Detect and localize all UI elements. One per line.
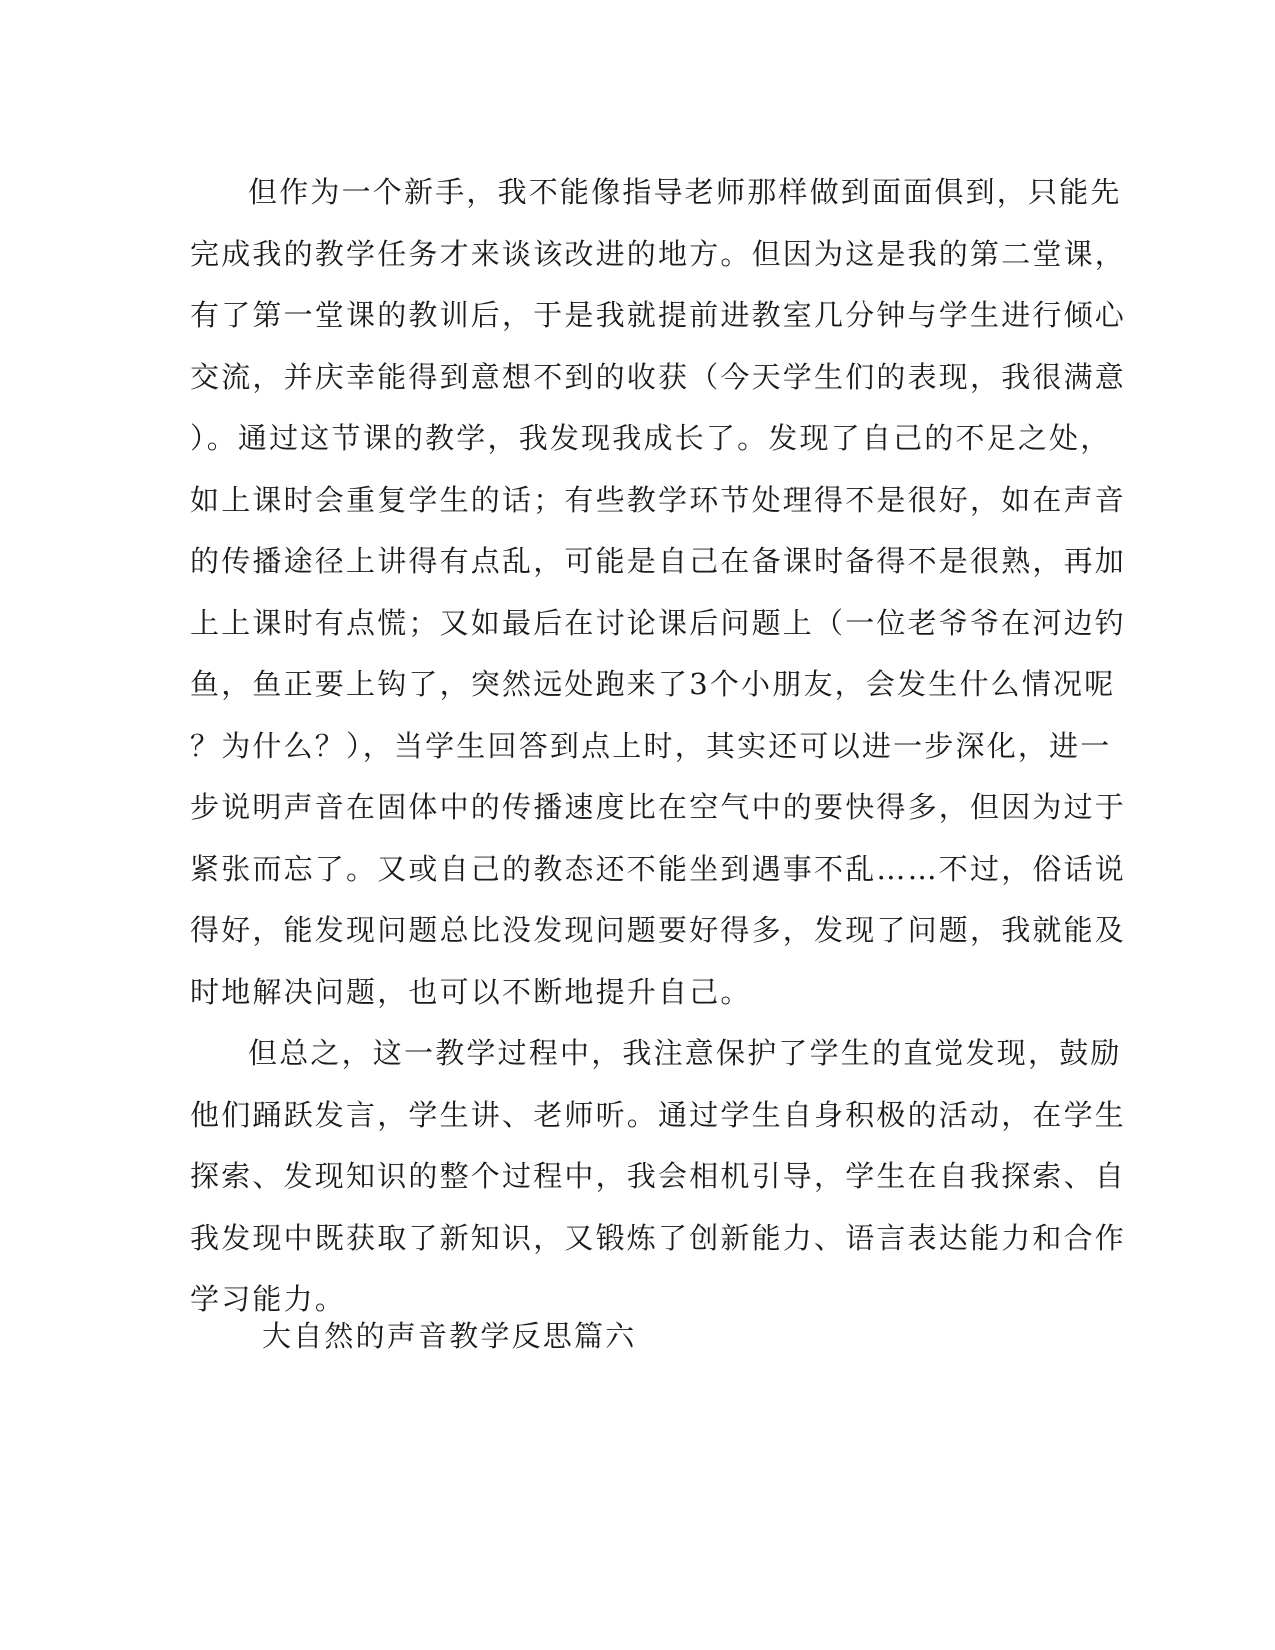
text-line: 紧张而忘了。又或自己的教态还不能坐到遇事不乱……不过，俗话说 bbox=[190, 851, 1127, 886]
text-line: ）。通过这节课的教学，我发现我成长了。发现了自己的不足之处， bbox=[190, 421, 1112, 455]
text-line: 他们踊跃发言，学生讲、老师听。通过学生自身积极的活动，在学生 bbox=[190, 1097, 1127, 1132]
section-heading: 大自然的声音教学反思篇六 bbox=[262, 1319, 637, 1353]
text-line: 但作为一个新手，我不能像指导老师那样做到面面俱到，只能先 bbox=[248, 175, 1122, 209]
text-line: 有了第一堂课的教训后，于是我就提前进教室几分钟与学生进行倾心 bbox=[190, 298, 1127, 332]
text-line: 得好，能发现问题总比没发现问题要好得多，发现了问题，我就能及 bbox=[190, 913, 1127, 947]
text-line: 探索、发现知识的整个过程中，我会相机引导，学生在自我探索、自 bbox=[190, 1159, 1127, 1193]
text-line: 的传播途径上讲得有点乱，可能是自己在备课时备得不是很熟，再加 bbox=[190, 544, 1127, 578]
text-line: 完成我的教学任务才来谈该改进的地方。但因为这是我的第二堂课， bbox=[190, 236, 1127, 271]
text-line: 交流，并庆幸能得到意想不到的收获（今天学生们的表现，我很满意 bbox=[190, 359, 1127, 394]
document-body bbox=[190, 162, 1127, 1331]
text-line: 鱼，鱼正要上钩了，突然远处跑来了3个小朋友，会发生什么情况呢 bbox=[190, 667, 1116, 701]
text-line: 学习能力。 bbox=[190, 1282, 347, 1316]
paragraph-2 bbox=[190, 1023, 1127, 1331]
text-line: 步说明声音在固体中的传播速度比在空气中的要快得多，但因为过于 bbox=[190, 790, 1127, 824]
text-line: 时地解决问题，也可以不断地提升自己。 bbox=[190, 974, 752, 1009]
paragraph-1 bbox=[190, 162, 1127, 1023]
text-line: 但总之，这一教学过程中，我注意保护了学生的直觉发现，鼓励 bbox=[248, 1036, 1122, 1070]
text-line: 上上课时有点慌；又如最后在讨论课后问题上（一位老爷爷在河边钓 bbox=[190, 605, 1127, 640]
text-line: 如上课时会重复学生的话；有些教学环节处理得不是很好，如在声音 bbox=[190, 482, 1127, 517]
text-line: ？为什么？），当学生回答到点上时，其实还可以进一步深化，进一 bbox=[190, 728, 1112, 763]
text-line: 我发现中既获取了新知识，又锻炼了创新能力、语言表达能力和合作 bbox=[190, 1220, 1127, 1255]
